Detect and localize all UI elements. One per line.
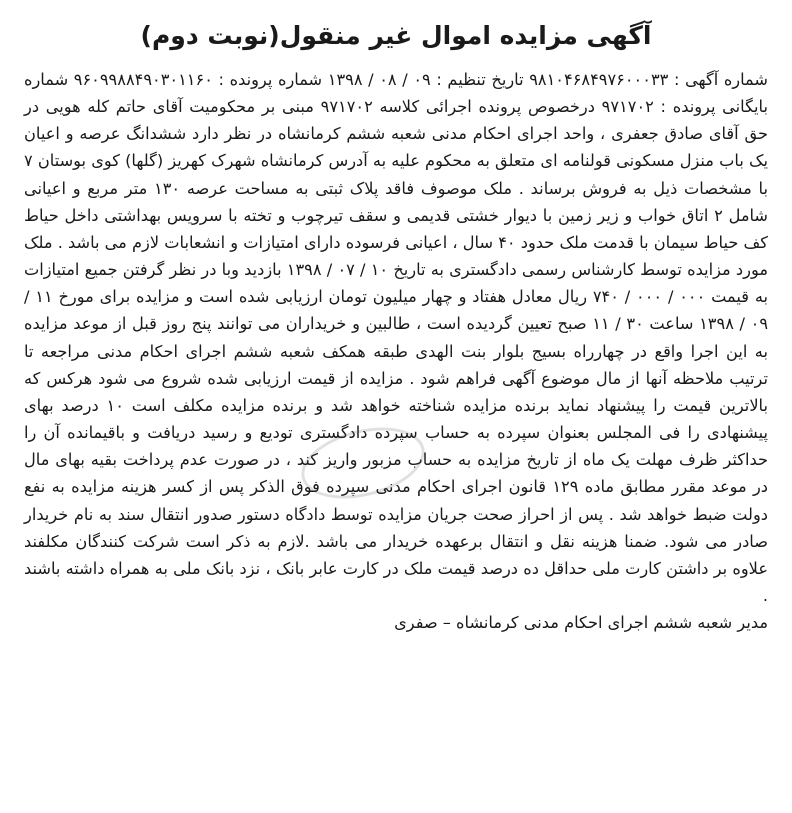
notice-signature: مدیر شعبه ششم اجرای احکام مدنی کرمانشاه – صفری (394, 613, 768, 633)
notice-body: شماره آگهی : ۹۸۱۰۴۶۸۴۹۷۶۰۰۰۳۳ تاریخ تنظیم : ۰۹ / ۰۸ / ۱۳۹۸ شماره پرونده : ۹۶۰۹۹۸۸۴۹۰۳۰۱۱۶۰ شماره بایگانی پرونده : ۹۷۱۷۰۲ درخصوص پرونده اجرائی کلاسه ۹۷۱۷۰۲ مبنی بر محکومیت آقای حاتم کله هویی در حق آقای صادق جعفری ، واحد اجرای احکام مدنی شعبه ششم کرمانشاه در نظر دارد ششدانگ عرصه و اعیان یک باب منزل مسکونی قولنامه ای متعلق به محکوم علیه به آدرس کرمانشاه شهرک کهریز (گلها) کوی بوستان ۷ با مشخصات ذیل به فروش برساند . ملک موصوف فاقد پلاک ثبتی به مساحت عرصه ۱۳۰ متر مربع و اعیانی شامل ۲ اتاق خواب و زیر زمین با دیوار خشتی قدیمی و سقف تیرچوب و تخته با سرویس بهداشتی داخل حیاط کف حیاط سیمان با قدمت ملک حدود ۴۰ سال ، اعیانی فرسوده دارای امتیازات و انشعابات لازم می باشد . ملک مورد مزایده توسط کارشناس رسمی دادگستری به تاریخ ۱۰ / ۰۷ / ۱۳۹۸ بازدید وبا در نظر گرفتن جمیع امتیازات به قیمت ۰۰۰ / ۰۰۰ / ۷۴۰ ریال معادل هفتاد و چهار میلیون تومان ارزیابی شده است و مزایده برای مورخ ۱۱ / ۰۹ / ۱۳۹۸ ساعت ۳۰ / ۱۱ صبح تعیین گردیده است ، طالبین و خریداران می توانند پنج روز قبل از موعد مزایده به این اجرا واقع در چهارراه بسیج بلوار بنت الهدی طبقه همکف شعبه ششم اجرای احکام مدنی مراجعه تا ترتیب ملاحظه آنها از مال موضوع آگهی فراهم شود . مزایده از قیمت ارزیابی شده شروع می شود هرکس که بالاترین قیمت را پیشنهاد نماید برنده مزایده شناخته خواهد شد و برنده مزایده مکلف است ۱۰ درصد بهای پیشنهادی را فی المجلس بعنوان سپرده به حساب سپرده دادگستری تودیع و رسید دریافت و باقیمانده آن را حداکثر ظرف مهلت یک ماه از تاریخ مزایده به حساب مزبور واریز کند ، در صورت عدم پرداخت بقیه بهای مال در موعد مقرر مطابق ماده ۱۲۹ قانون اجرای احکام مدنی سپرده فوق الذکر پس از کسر هزینه مزایده به نفع دولت ضبط خواهد شد . پس از احراز صحت جریان مزایده توسط دادگاه دستور صدور انتقال سند به نام خریدار صادر می شود. ضمنا هزینه نقل و انتقال برعهده خریدار می باشد .لازم به ذکر است شرکت کنندگان مکلفند علاوه بر داشتن کارت ملی حداقل ده درصد قیمت ملک در کارت عابر بانک ، نزد بانک ملی به همراه داشته باشند . (24, 70, 769, 605)
notice-title: آگهی مزایده اموال غیر منقول(نوبت دوم) (140, 21, 652, 50)
